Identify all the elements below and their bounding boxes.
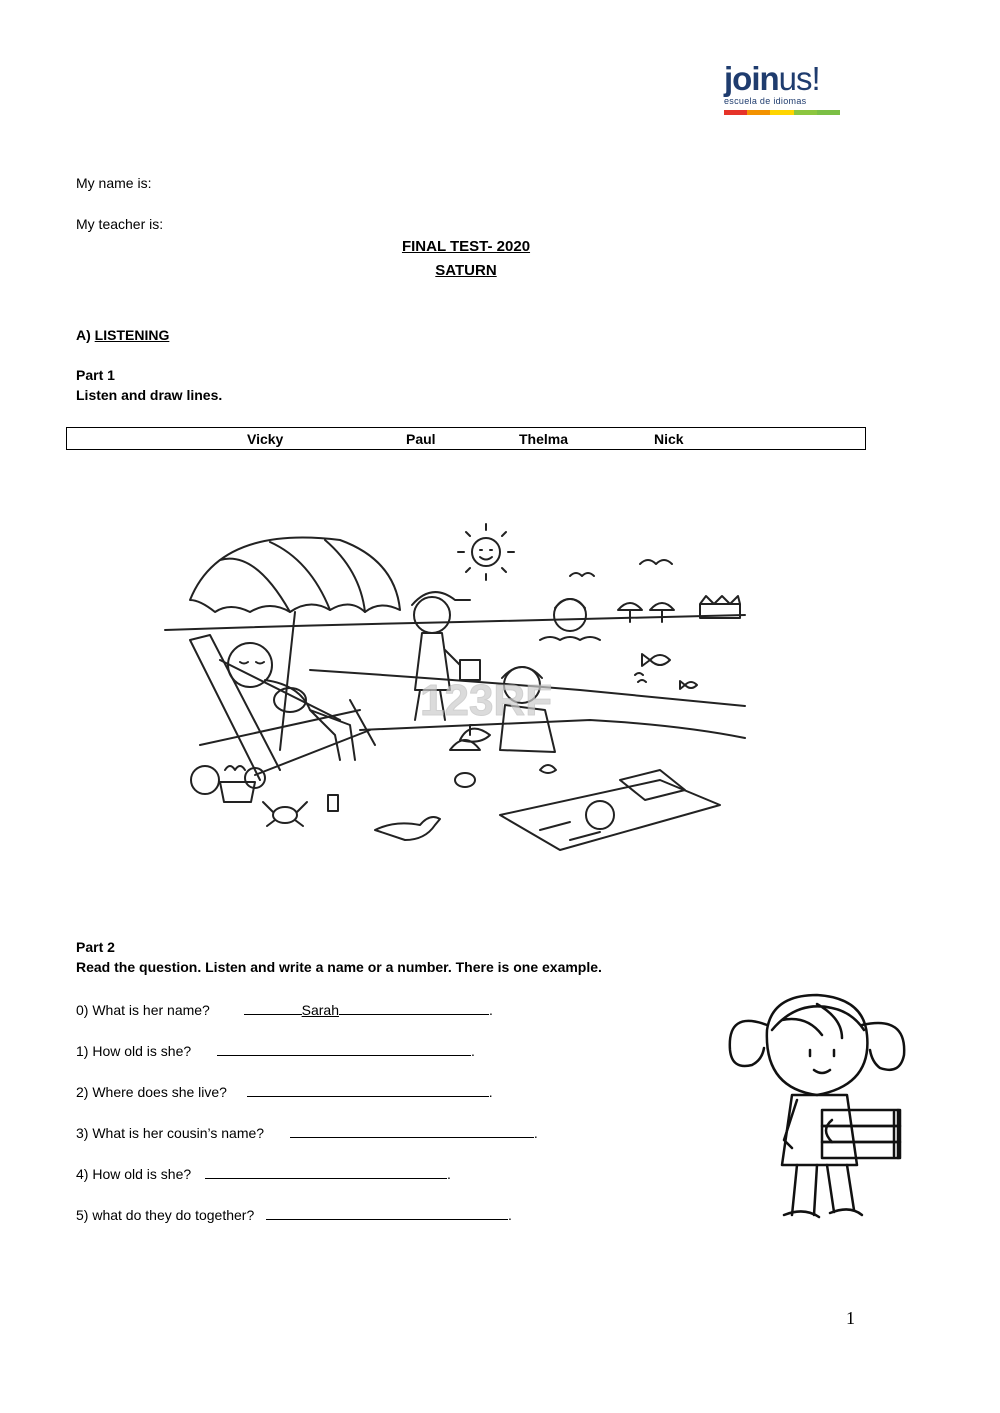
name-vicky: Vicky <box>247 431 284 447</box>
section-heading <box>76 327 169 343</box>
answer-blank[interactable] <box>266 1205 508 1220</box>
books-icon <box>822 1110 900 1158</box>
test-subtitle: SATURN <box>435 262 497 279</box>
logo-bar-lightgreen <box>817 110 840 115</box>
answer-blank[interactable] <box>205 1164 447 1179</box>
answer-blank[interactable] <box>247 1082 489 1097</box>
question-text: 0) What is her name? <box>76 1002 210 1018</box>
question-4: 4) How old is she? . <box>76 1166 451 1182</box>
watermark-text: 123RF <box>420 676 553 725</box>
question-0: 0) What is her name? Sarah . <box>76 1002 493 1018</box>
ball-icon <box>191 766 219 794</box>
logo-wordmark <box>724 62 844 96</box>
deck-chair-icon <box>190 635 375 780</box>
answer-blank[interactable] <box>290 1123 534 1138</box>
part1-title: Part 1 <box>76 367 115 383</box>
logo-tagline: escuela de idiomas <box>724 96 807 106</box>
logo-bar-green <box>794 110 817 115</box>
part2-title: Part 2 <box>76 939 115 955</box>
question-text: 5) what do they do together? <box>76 1207 255 1223</box>
logo-bar-yellow <box>770 110 793 115</box>
school-logo <box>724 62 844 130</box>
crab-icon <box>263 802 307 826</box>
logo-join: join <box>724 60 779 97</box>
logo-color-bar <box>724 110 840 115</box>
seagull-icon <box>375 817 440 840</box>
teacher-label: My teacher is: <box>76 216 164 232</box>
part1-instruction: Listen and draw lines. <box>76 387 223 403</box>
question-text: 4) How old is she? <box>76 1166 192 1182</box>
name-label: My name is: <box>76 175 152 191</box>
umbrella-icon <box>190 538 400 751</box>
logo-us: us! <box>778 60 820 97</box>
question-2: 2) Where does she live? . <box>76 1084 493 1100</box>
question-text: 2) Where does she live? <box>76 1084 227 1100</box>
reclining-woman-figure <box>228 643 355 760</box>
answer-example: Sarah <box>301 1002 339 1018</box>
question-text: 1) How old is she? <box>76 1043 192 1059</box>
logo-bar-red <box>724 110 747 115</box>
towel-icon <box>500 770 720 850</box>
answer-blank[interactable] <box>217 1041 471 1056</box>
part2-instruction: Read the question. Listen and write a name or a number. There is one example. <box>76 959 602 975</box>
names-box <box>66 427 866 450</box>
section-prefix: A) <box>76 327 91 343</box>
fish-icon <box>642 654 670 666</box>
sun-icon <box>458 524 514 580</box>
girl-with-books-illustration <box>722 990 912 1230</box>
page-number: 1 <box>846 1308 855 1328</box>
name-nick: Nick <box>654 431 684 447</box>
beach-scene-illustration <box>160 520 760 860</box>
logo-bar-orange <box>747 110 770 115</box>
test-title: FINAL TEST- 2020 <box>401 238 531 255</box>
question-text: 3) What is her cousin’s name? <box>76 1125 265 1141</box>
name-paul: Paul <box>406 431 436 447</box>
section-label: LISTENING <box>94 327 170 343</box>
name-thelma: Thelma <box>519 431 569 447</box>
question-1: 1) How old is she? . <box>76 1043 475 1059</box>
question-3: 3) What is her cousin’s name? . <box>76 1125 538 1141</box>
question-5: 5) what do they do together? . <box>76 1207 512 1223</box>
gull-icon <box>640 560 672 564</box>
